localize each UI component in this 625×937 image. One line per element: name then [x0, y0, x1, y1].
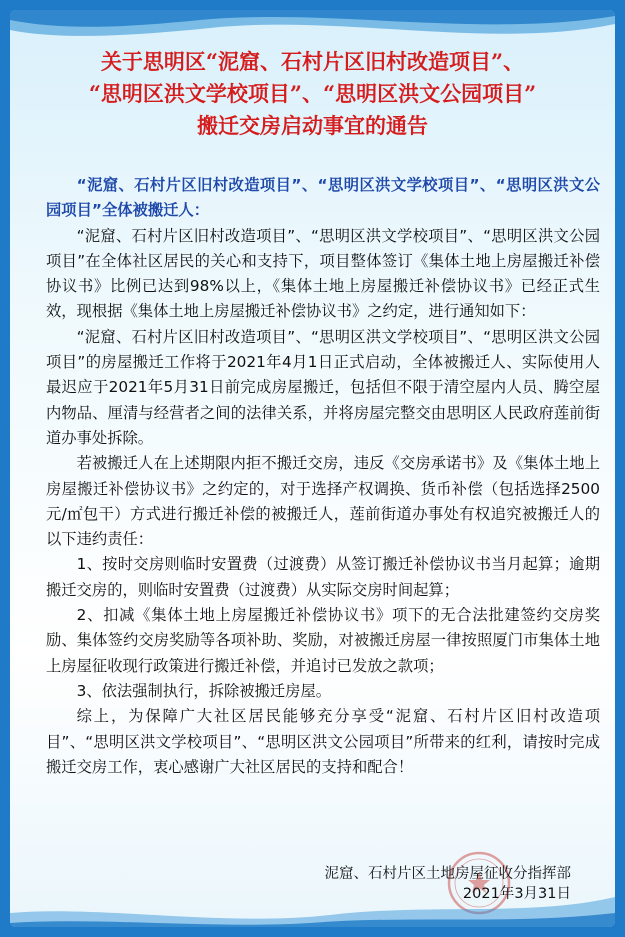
notice-paragraph-breach: 若被搬迁人在上述期限内拒不搬迁交房，违反《交房承诺书》及《集体土地上房屋搬迁补偿协议书》之约定的，对于选择产权调换、货币补偿（包括选择2500元/㎡包干）方式进行搬迁补偿的被搬迁人，莲前街道办事处有权追究被搬迁人的以下违约责任： [46, 454, 600, 549]
notice-addressee: “泥窟、石村片区旧村改造项目”、“思明区洪文学校项目”、“思明区洪文公园项目”全体被搬迁人： [46, 176, 600, 220]
notice-body [46, 173, 600, 780]
title-line-2: “思明区洪文学校项目”、“思明区洪文公园项目” [88, 81, 537, 106]
notice-title [10, 46, 615, 142]
notice-panel [10, 10, 615, 927]
notice-paragraph-intro: “泥窟、石村片区旧村改造项目”、“思明区洪文学校项目”、“思明区洪文公园项目”在全体社区居民的关心和支持下，项目整体签订《集体土地上房屋搬迁补偿协议书》比例已达到98%以上，《集体土地上房屋搬迁补偿协议书》已经正式生效，现根据《集体土地上房屋搬迁补偿协议书》之约定，进行通知如下： [46, 226, 600, 321]
signature-date: 2021年3月31日 [462, 886, 571, 902]
notice-item-3: 3、依法强制执行，拆除被搬迁房屋。 [76, 681, 332, 700]
notice-signature [325, 864, 572, 904]
signature-org: 泥窟、石村片区土地房屋征收分指挥部 [324, 866, 571, 882]
title-line-1: 关于思明区“泥窟、石村片区旧村改造项目”、 [100, 49, 525, 74]
notice-item-1: 1、按时交房则临时安置费（过渡费）从签订搬迁补偿协议书当月起算；逾期搬迁交房的，则临时安置费（过渡费）从实际交房时间起算； [46, 555, 600, 599]
notice-paragraph-closing: 综上，为保障广大社区居民能够充分享受“泥窟、石村片区旧村改造项目”、“思明区洪文学校项目”、“思明区洪文公园项目”所带来的红利，请按时完成搬迁交房工作，衷心感谢广大社区居民的支持和配合！ [46, 707, 600, 776]
title-line-3: 搬迁交房启动事宜的通告 [197, 113, 428, 138]
notice-item-2: 2、扣减《集体土地上房屋搬迁补偿协议书》项下的无合法批建签约交房奖励、集体签约交房奖励等各项补助、奖励，对被搬迁房屋一律按照厦门市集体土地上房屋征收现行政策进行搬迁补偿，并追讨已发放之款项； [46, 606, 600, 675]
notice-paragraph-schedule: “泥窟、石村片区旧村改造项目”、“思明区洪文学校项目”、“思明区洪文公园项目”的房屋搬迁工作将于2021年4月1日正式启动，全体被搬迁人、实际使用人最迟应于2021年5月31日前完成房屋搬迁，包括但不限于清空屋内人员、腾空屋内物品、厘清与经营者之间的法律关系，并将房屋完整交由思明区人民政府莲前街道办事处拆除。 [46, 327, 600, 447]
